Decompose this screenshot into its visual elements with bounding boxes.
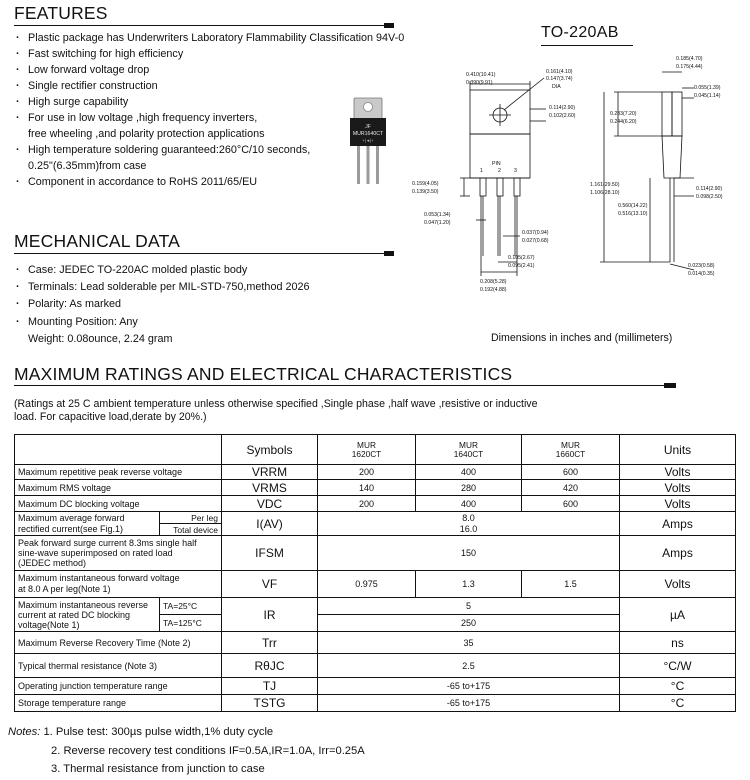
row-symbol: VRRM (222, 465, 318, 480)
row-value: 8.0 16.0 (318, 512, 620, 536)
feature-item: · Plastic package has Underwriters Laboratory Flammability Classification 94V-0 (14, 30, 404, 46)
row-label: Maximum DC blocking voltage (15, 496, 222, 512)
row-value: 420 (522, 480, 620, 496)
dim-label: 0.098(2.50) (696, 194, 723, 200)
row-value: 2.5 (318, 654, 620, 678)
row-sublabel: TA=25°C (160, 598, 222, 615)
table-row (15, 678, 736, 695)
mechanical-rule (14, 253, 394, 254)
table-row (15, 598, 736, 615)
row-value: -65 to+175 (318, 678, 620, 695)
features-rule-end (384, 23, 394, 28)
header-units: Units (620, 435, 736, 465)
dim-label: 0.055(1.39) (694, 85, 721, 91)
row-unit: Amps (620, 536, 736, 571)
notes-block (8, 723, 365, 779)
row-value: 35 (318, 632, 620, 654)
dim-label: 0.047(1.20) (424, 220, 451, 226)
row-symbol: VRMS (222, 480, 318, 496)
dim-label: 0.114(2.90) (549, 105, 576, 111)
feature-item: · High surge capability (14, 94, 404, 110)
pin-number: 3 (514, 168, 517, 174)
row-label: Maximum Reverse Recovery Time (Note 2) (15, 632, 222, 654)
row-sublabel: Total device (160, 524, 222, 536)
ratings-rule-end (664, 383, 676, 388)
dimensions-caption: Dimensions in inches and (millimeters) (491, 332, 673, 344)
row-value: 400 (416, 465, 522, 480)
row-symbol: VF (222, 571, 318, 598)
note-3: 3. Thermal resistance from junction to case (51, 763, 265, 776)
dim-label: 0.139(3.50) (412, 189, 439, 195)
feature-item: · Low forward voltage drop (14, 62, 404, 78)
row-value: 140 (318, 480, 416, 496)
features-title: FEATURES (14, 3, 108, 23)
package-label-underline (541, 45, 633, 46)
marking-part: MUR1640CT (352, 131, 384, 137)
row-unit: Volts (620, 465, 736, 480)
row-value: -65 to+175 (318, 695, 620, 712)
pin-label: PIN (492, 161, 501, 167)
row-unit: °C (620, 695, 736, 712)
table-row (15, 536, 736, 571)
row-value: 400 (416, 496, 522, 512)
component-photo (344, 96, 394, 188)
table-row (15, 496, 736, 512)
header-mur1640: MUR 1640CT (416, 435, 522, 465)
row-sublabel: TA=125°C (160, 615, 222, 632)
note-2: 2. Reverse recovery test conditions IF=0.5A,IR=1.0A, Irr=0.25A (51, 744, 365, 757)
mechanical-title: MECHANICAL DATA (14, 231, 181, 251)
row-symbol: TSTG (222, 695, 318, 712)
row-unit: Amps (620, 512, 736, 536)
row-unit: °C/W (620, 654, 736, 678)
dim-label: 0.560(14.22) (618, 203, 648, 209)
row-symbol: Trr (222, 632, 318, 654)
row-value: 5 (318, 598, 620, 615)
row-value: 0.975 (318, 571, 416, 598)
dim-label: 0.102(2.60) (549, 113, 576, 119)
row-unit: °C (620, 678, 736, 695)
dim-label: 0.095(2.41) (508, 263, 535, 269)
row-label: Operating junction temperature range (15, 678, 222, 695)
feature-item: · Single rectifier construction (14, 78, 404, 94)
dim-label: 0.147(3.74) (546, 76, 573, 82)
dim-label: 0.192(4.88) (480, 287, 507, 293)
ratings-conditions-note (14, 398, 614, 423)
package-outline-drawing (404, 52, 740, 302)
ratings-rule (14, 385, 676, 386)
table-row (15, 571, 736, 598)
table-row (15, 632, 736, 654)
row-symbol: VDC (222, 496, 318, 512)
row-symbol: TJ (222, 678, 318, 695)
feature-item: free wheeling ,and polarity protection applications (28, 128, 265, 140)
mechanical-list (14, 262, 309, 348)
row-label: Maximum average forward rectified current(see Fig.1) (15, 512, 160, 536)
row-value: 1.3 (416, 571, 522, 598)
ratings-title: MAXIMUM RATINGS AND ELECTRICAL CHARACTERISTICS (14, 364, 513, 384)
ratings-table (14, 434, 736, 712)
package-label: TO-220AB (541, 24, 619, 41)
dim-label: 0.105(2.67) (508, 255, 535, 261)
table-row (15, 654, 736, 678)
row-symbol: I(AV) (222, 512, 318, 536)
row-value: 1.5 (522, 571, 620, 598)
row-value: 600 (522, 465, 620, 480)
table-row (15, 465, 736, 480)
row-symbol: RθJC (222, 654, 318, 678)
feature-item: · High temperature soldering guaranteed:260°C/10 seconds, (14, 142, 404, 158)
notes-heading: Notes: (8, 726, 41, 738)
row-value: 200 (318, 465, 416, 480)
dim-label: 0.390(9.91) (466, 80, 493, 86)
row-label: Maximum instantaneous reverse current at rated DC blocking voltage(Note 1) (15, 598, 160, 632)
row-unit: Volts (620, 480, 736, 496)
table-header-row (15, 435, 736, 465)
row-label: Storage temperature range (15, 695, 222, 712)
feature-item: · For use in low voltage ,high frequency inverters, (14, 110, 404, 126)
table-row (15, 512, 736, 524)
pin-number: 2 (498, 168, 501, 174)
mechanical-item: Weight: 0.08ounce, 2.24 gram (28, 332, 173, 345)
note-line (8, 723, 365, 742)
feature-item: · Component in accordance to RoHS 2011/65/EU (14, 174, 404, 190)
row-value: 200 (318, 496, 416, 512)
table-row (15, 695, 736, 712)
dim-label: 0.516(13.10) (618, 211, 648, 217)
header-blank (15, 435, 222, 465)
row-unit: ns (620, 632, 736, 654)
mechanical-rule-end (384, 251, 394, 256)
features-rule (14, 25, 394, 26)
marking-jf: JF (365, 124, 371, 130)
dim-label: 0.027(0.68) (522, 238, 549, 244)
dim-label: DIA (552, 84, 561, 90)
ratings-note-line: (Ratings at 25 C ambient temperature unless otherwise specified ,Single phase ,half wave ,resistive or inductive (14, 398, 538, 410)
header-symbols: Symbols (222, 435, 318, 465)
dim-label: 0.410(10.41) (466, 72, 496, 78)
dim-label: 0.045(1.14) (694, 93, 721, 99)
row-value: 280 (416, 480, 522, 496)
row-label: Maximum instantaneous forward voltage at 8.0 A per leg(Note 1) (15, 571, 222, 598)
dim-label: 0.014(0.35) (688, 271, 715, 277)
feature-item: · Fast switching for high efficiency (14, 46, 404, 62)
dim-label: 0.161(4.10) (546, 69, 573, 75)
mechanical-item: · Polarity: As marked (14, 296, 309, 313)
header-mur1620: MUR 1620CT (318, 435, 416, 465)
row-sublabel: Per leg (160, 512, 222, 524)
pin-number: 1 (480, 168, 483, 174)
dim-label: 0.053(1.34) (424, 212, 451, 218)
row-label: Maximum RMS voltage (15, 480, 222, 496)
mechanical-item: · Case: JEDEC TO-220AC molded plastic body (14, 262, 309, 279)
mechanical-item: · Terminals: Lead solderable per MIL-STD-750,method 2026 (14, 279, 309, 296)
dim-label: 0.208(5.28) (480, 279, 507, 285)
dim-label: 0.159(4.05) (412, 181, 439, 187)
dim-label: 0.185(4.70) (676, 56, 703, 62)
row-label: Maximum repetitive peak reverse voltage (15, 465, 222, 480)
row-label: Typical thermal resistance (Note 3) (15, 654, 222, 678)
mechanical-item: · Mounting Position: Any (14, 314, 309, 331)
row-value: 150 (318, 536, 620, 571)
dim-label: 0.175(4.44) (676, 64, 703, 70)
row-unit: Volts (620, 571, 736, 598)
dim-label: 0.114(2.90) (696, 186, 723, 192)
header-mur1660: MUR 1660CT (522, 435, 620, 465)
row-symbol: IR (222, 598, 318, 632)
dim-label: 0.283(7.20) (610, 111, 637, 117)
row-unit: µA (620, 598, 736, 632)
dim-label: 1.161(29.50) (590, 182, 620, 188)
row-unit: Volts (620, 496, 736, 512)
row-symbol: IFSM (222, 536, 318, 571)
marking-symbol-icon: +|◄|+ (362, 138, 374, 143)
row-value: 600 (522, 496, 620, 512)
feature-item: 0.25"(6.35mm)from case (28, 160, 147, 172)
note-1: 1. Pulse test: 300µs pulse width,1% duty cycle (43, 726, 274, 738)
row-value: 250 (318, 615, 620, 632)
dim-label: 1.106(28.10) (590, 190, 620, 196)
table-row (15, 480, 736, 496)
dim-label: 0.037(0.94) (522, 230, 549, 236)
dim-label: 0.023(0.58) (688, 263, 715, 269)
ratings-note-line: load. For capacitive load,derate by 20%.) (14, 410, 207, 423)
dim-label: 0.244(6.20) (610, 119, 637, 125)
row-label: Peak forward surge current 8.3ms single half sine-wave superimposed on rated load (JEDEC method) (15, 536, 222, 571)
